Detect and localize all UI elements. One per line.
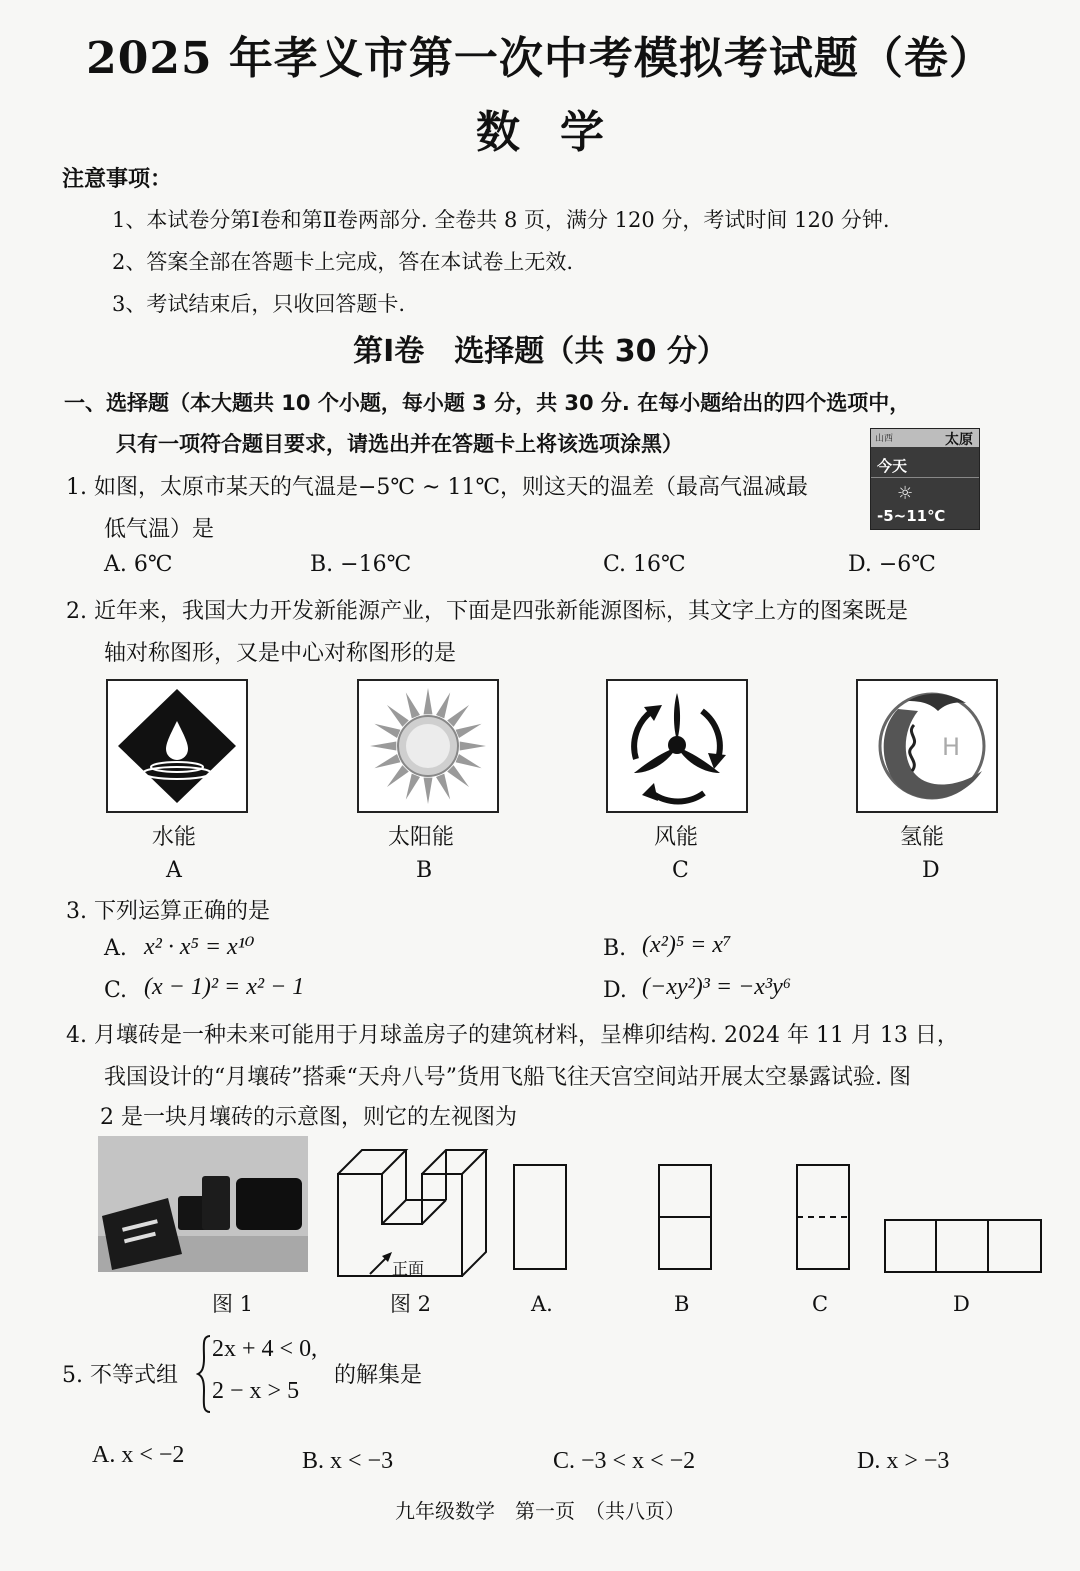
weather-today: 今天 [877, 457, 908, 475]
view-option-b [658, 1164, 712, 1274]
solar-energy-icon [357, 679, 499, 813]
front-label: 正面 [392, 1259, 425, 1278]
note-item-1: 1、本试卷分第Ⅰ卷和第Ⅱ卷两部分. 全卷共 8 页，满分 120 分，考试时间 120 分钟. [112, 208, 890, 232]
hydrogen-energy-icon [856, 679, 998, 813]
sun-ray [456, 754, 482, 768]
weather-temp: -5~11℃ [877, 507, 946, 525]
icon-letter-d: D [922, 858, 940, 883]
icon-label-c: 风能 [654, 825, 699, 850]
q1-option-b: B. −16℃ [310, 552, 412, 577]
caption-fig1: 图 1 [212, 1292, 254, 1316]
sun-ray [447, 765, 469, 787]
sun-ray [436, 774, 450, 800]
q5-suffix: 的解集是 [334, 1363, 423, 1388]
q1-option-d: D. −6℃ [848, 552, 936, 577]
q3-option-d-expr: (−xy²)³ = −x³y⁶ [642, 974, 792, 1000]
q3-option-a-label: A. [104, 936, 127, 961]
q4-stem-line1: 4. 月壤砖是一种未来可能用于月球盖房子的建筑材料，呈榫卯结构. 2024 年 11 月 13 日， [66, 1023, 959, 1048]
q5-option-d: D. x > −3 [857, 1448, 950, 1474]
sun-ray [447, 705, 469, 727]
q4-stem-line2: 我国设计的“月壤砖”搭乘“天舟八号”货用飞船飞往天宫空间站开展太空暴露试验. 图 [104, 1065, 911, 1090]
view-option-d [884, 1219, 1042, 1279]
note-item-2: 2、答案全部在答题卡上完成，答在本试卷上无效. [112, 250, 574, 274]
q1-stem-line1: 1. 如图，太原市某天的气温是−5℃ ~ 11℃，则这天的温差（最高气温减最 [66, 475, 809, 500]
exam-subject: 数学 [476, 107, 644, 158]
sun-ray [374, 754, 400, 768]
q3-option-a-expr: x² · x⁵ = x¹⁰ [144, 934, 255, 960]
moon-brick-photo [98, 1136, 308, 1272]
q3-option-c-expr: (x − 1)² = x² − 1 [144, 974, 305, 1000]
moon-brick-diagram [334, 1144, 524, 1288]
water-energy-icon [106, 679, 248, 813]
hydrogen-h-glyph: H [942, 733, 961, 761]
q3-option-b-expr: (x²)⁵ = x⁷ [642, 932, 732, 958]
note-item-3: 3、考试结束后，只收回答题卡. [112, 292, 406, 316]
notes-heading: 注意事项： [62, 167, 173, 192]
view-option-a [513, 1164, 567, 1274]
icon-letter-c: C [672, 858, 689, 883]
sun-ray [456, 724, 482, 738]
caption-fig2: 图 2 [390, 1292, 432, 1316]
sun-ray [406, 774, 420, 800]
sun-ray [406, 692, 420, 718]
section-instruction-2: 只有一项符合题目要求，请选出并在答题卡上将该选项涂黑） [116, 432, 683, 456]
sun-ray [436, 692, 450, 718]
brace-icon [196, 1334, 212, 1418]
caption-c: C [812, 1292, 829, 1316]
icon-label-b: 太阳能 [388, 825, 455, 850]
q2-stem-line2: 轴对称图形，又是中心对称图形的是 [104, 641, 457, 666]
q4-stem-line3: 2 是一块月壤砖的示意图，则它的左视图为 [100, 1105, 517, 1130]
sun-ray [374, 724, 400, 738]
sun-ray [460, 742, 486, 751]
weather-province-logo: 山西 [875, 434, 894, 444]
q5-prefix: 5. 不等式组 [62, 1363, 178, 1388]
sun-ray [387, 765, 409, 787]
q3-option-d-label: D. [603, 978, 627, 1003]
q3-option-c-label: C. [104, 978, 128, 1003]
q1-option-c: C. 16℃ [603, 552, 686, 577]
sun-ray [387, 705, 409, 727]
weather-widget-image [870, 428, 980, 530]
q5-option-a: A. x < −2 [92, 1442, 185, 1468]
sun-ray [424, 778, 433, 804]
q5-inequality-2: 2 − x > 5 [212, 1378, 300, 1404]
section-title: 第Ⅰ卷 选择题（共 30 分） [353, 334, 727, 369]
q5-inequality-1: 2x + 4 < 0, [212, 1336, 318, 1362]
icon-label-d: 氢能 [900, 825, 945, 850]
weather-city: 太原 [945, 432, 973, 448]
page-footer: 九年级数学 第一页 （共八页） [395, 1499, 685, 1523]
q1-stem-line2: 低气温）是 [104, 517, 215, 542]
icon-letter-a: A [166, 858, 182, 883]
wind-energy-icon [606, 679, 748, 813]
icon-label-a: 水能 [152, 825, 197, 850]
exam-title: 2025 年孝义市第一次中考模拟考试题（卷） [86, 33, 994, 84]
caption-d: D [953, 1292, 970, 1316]
q5-option-b: B. x < −3 [302, 1448, 394, 1474]
q3-stem: 3. 下列运算正确的是 [66, 899, 270, 924]
sun-ray [370, 742, 396, 751]
caption-a: A. [531, 1292, 553, 1316]
caption-b: B [674, 1292, 690, 1316]
section-instruction-1: 一、选择题（本大题共 10 个小题，每小题 3 分，共 30 分. 在每小题给出的四个选项中， [64, 391, 911, 415]
sun-icon: ☼ [897, 483, 914, 504]
view-option-c [796, 1164, 850, 1274]
icon-letter-b: B [416, 858, 433, 883]
q5-option-c: C. −3 < x < −2 [553, 1448, 696, 1474]
sun-ray [424, 688, 433, 714]
q1-option-a: A. 6℃ [104, 552, 173, 577]
q2-stem-line1: 2. 近年来，我国大力开发新能源产业，下面是四张新能源图标，其文字上方的图案既是 [66, 599, 908, 624]
weather-divider [871, 477, 979, 478]
q3-option-b-label: B. [603, 936, 627, 961]
